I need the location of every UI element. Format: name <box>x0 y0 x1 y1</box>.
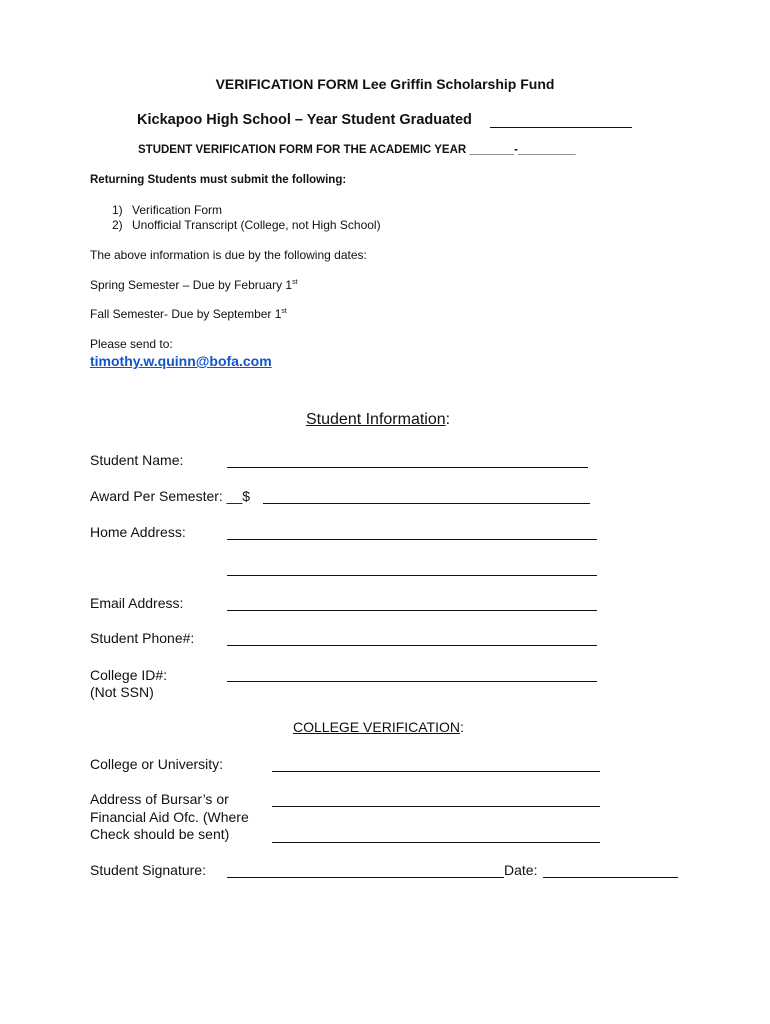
college-field[interactable] <box>272 771 600 772</box>
bursar-label-line-1: Address of Bursar’s or <box>90 791 229 807</box>
list-item <box>112 218 381 232</box>
signature-label: Student Signature: <box>90 862 206 878</box>
email-link[interactable]: timothy.w.quinn@bofa.com <box>90 353 272 369</box>
college-id-label: College ID#: <box>90 667 168 683</box>
school-line: Kickapoo High School – Year Student Graduated <box>137 112 472 128</box>
list-text: Verification Form <box>132 203 223 217</box>
award-label: Award Per Semester: __$ <box>90 488 251 504</box>
bursar-address-field-2[interactable] <box>272 842 600 843</box>
fall-due-text: Fall Semester- Due by September 1 <box>90 307 282 321</box>
email-address-field[interactable] <box>227 610 597 611</box>
list-number: 1) <box>112 203 123 217</box>
home-address-field-1[interactable] <box>227 539 597 540</box>
list-item <box>112 203 222 217</box>
send-to-label: Please send to: <box>90 337 173 351</box>
date-label: Date: <box>504 862 538 878</box>
spring-due-text: Spring Semester – Due by February 1 <box>90 278 293 292</box>
bursar-label-line-3: Check should be sent) <box>90 826 230 842</box>
bursar-label-line-2: Financial Aid Ofc. (Where <box>90 809 249 825</box>
date-field[interactable] <box>543 877 678 878</box>
fall-due-sup: st <box>281 308 287 315</box>
academic-year-line: STUDENT VERIFICATION FORM FOR THE ACADEMIC YEAR _______-_________ <box>138 144 576 156</box>
email-address-label: Email Address: <box>90 595 184 611</box>
requirements-intro: Returning Students must submit the following: <box>90 174 347 186</box>
college-verification-heading-text: COLLEGE VERIFICATION <box>293 719 460 735</box>
due-intro: The above information is due by the following dates: <box>90 248 367 262</box>
college-verification-heading <box>293 719 464 735</box>
form-title: VERIFICATION FORM Lee Griffin Scholarship Fund <box>215 76 555 92</box>
home-address-label: Home Address: <box>90 524 186 540</box>
college-id-note: (Not SSN) <box>90 684 154 700</box>
spring-due-sup: st <box>292 279 298 286</box>
graduation-year-field[interactable] <box>490 127 632 128</box>
home-address-field-2[interactable] <box>227 575 597 576</box>
college-verification-heading-suffix: : <box>460 719 464 735</box>
student-phone-field[interactable] <box>227 645 597 646</box>
signature-field[interactable] <box>227 877 504 878</box>
fall-due <box>90 307 287 321</box>
student-name-label: Student Name: <box>90 452 184 468</box>
college-label: College or University: <box>90 756 224 772</box>
spring-due <box>90 278 298 292</box>
student-phone-label: Student Phone#: <box>90 630 195 646</box>
student-info-heading <box>306 411 450 429</box>
student-info-heading-suffix: : <box>445 411 451 428</box>
award-field[interactable] <box>263 503 590 504</box>
list-text: Unofficial Transcript (College, not High School) <box>132 218 381 232</box>
bursar-address-field-1[interactable] <box>272 806 600 807</box>
college-id-field[interactable] <box>227 681 597 682</box>
list-number: 2) <box>112 218 123 232</box>
student-info-heading-text: Student Information <box>306 411 446 428</box>
student-name-field[interactable] <box>227 467 588 468</box>
